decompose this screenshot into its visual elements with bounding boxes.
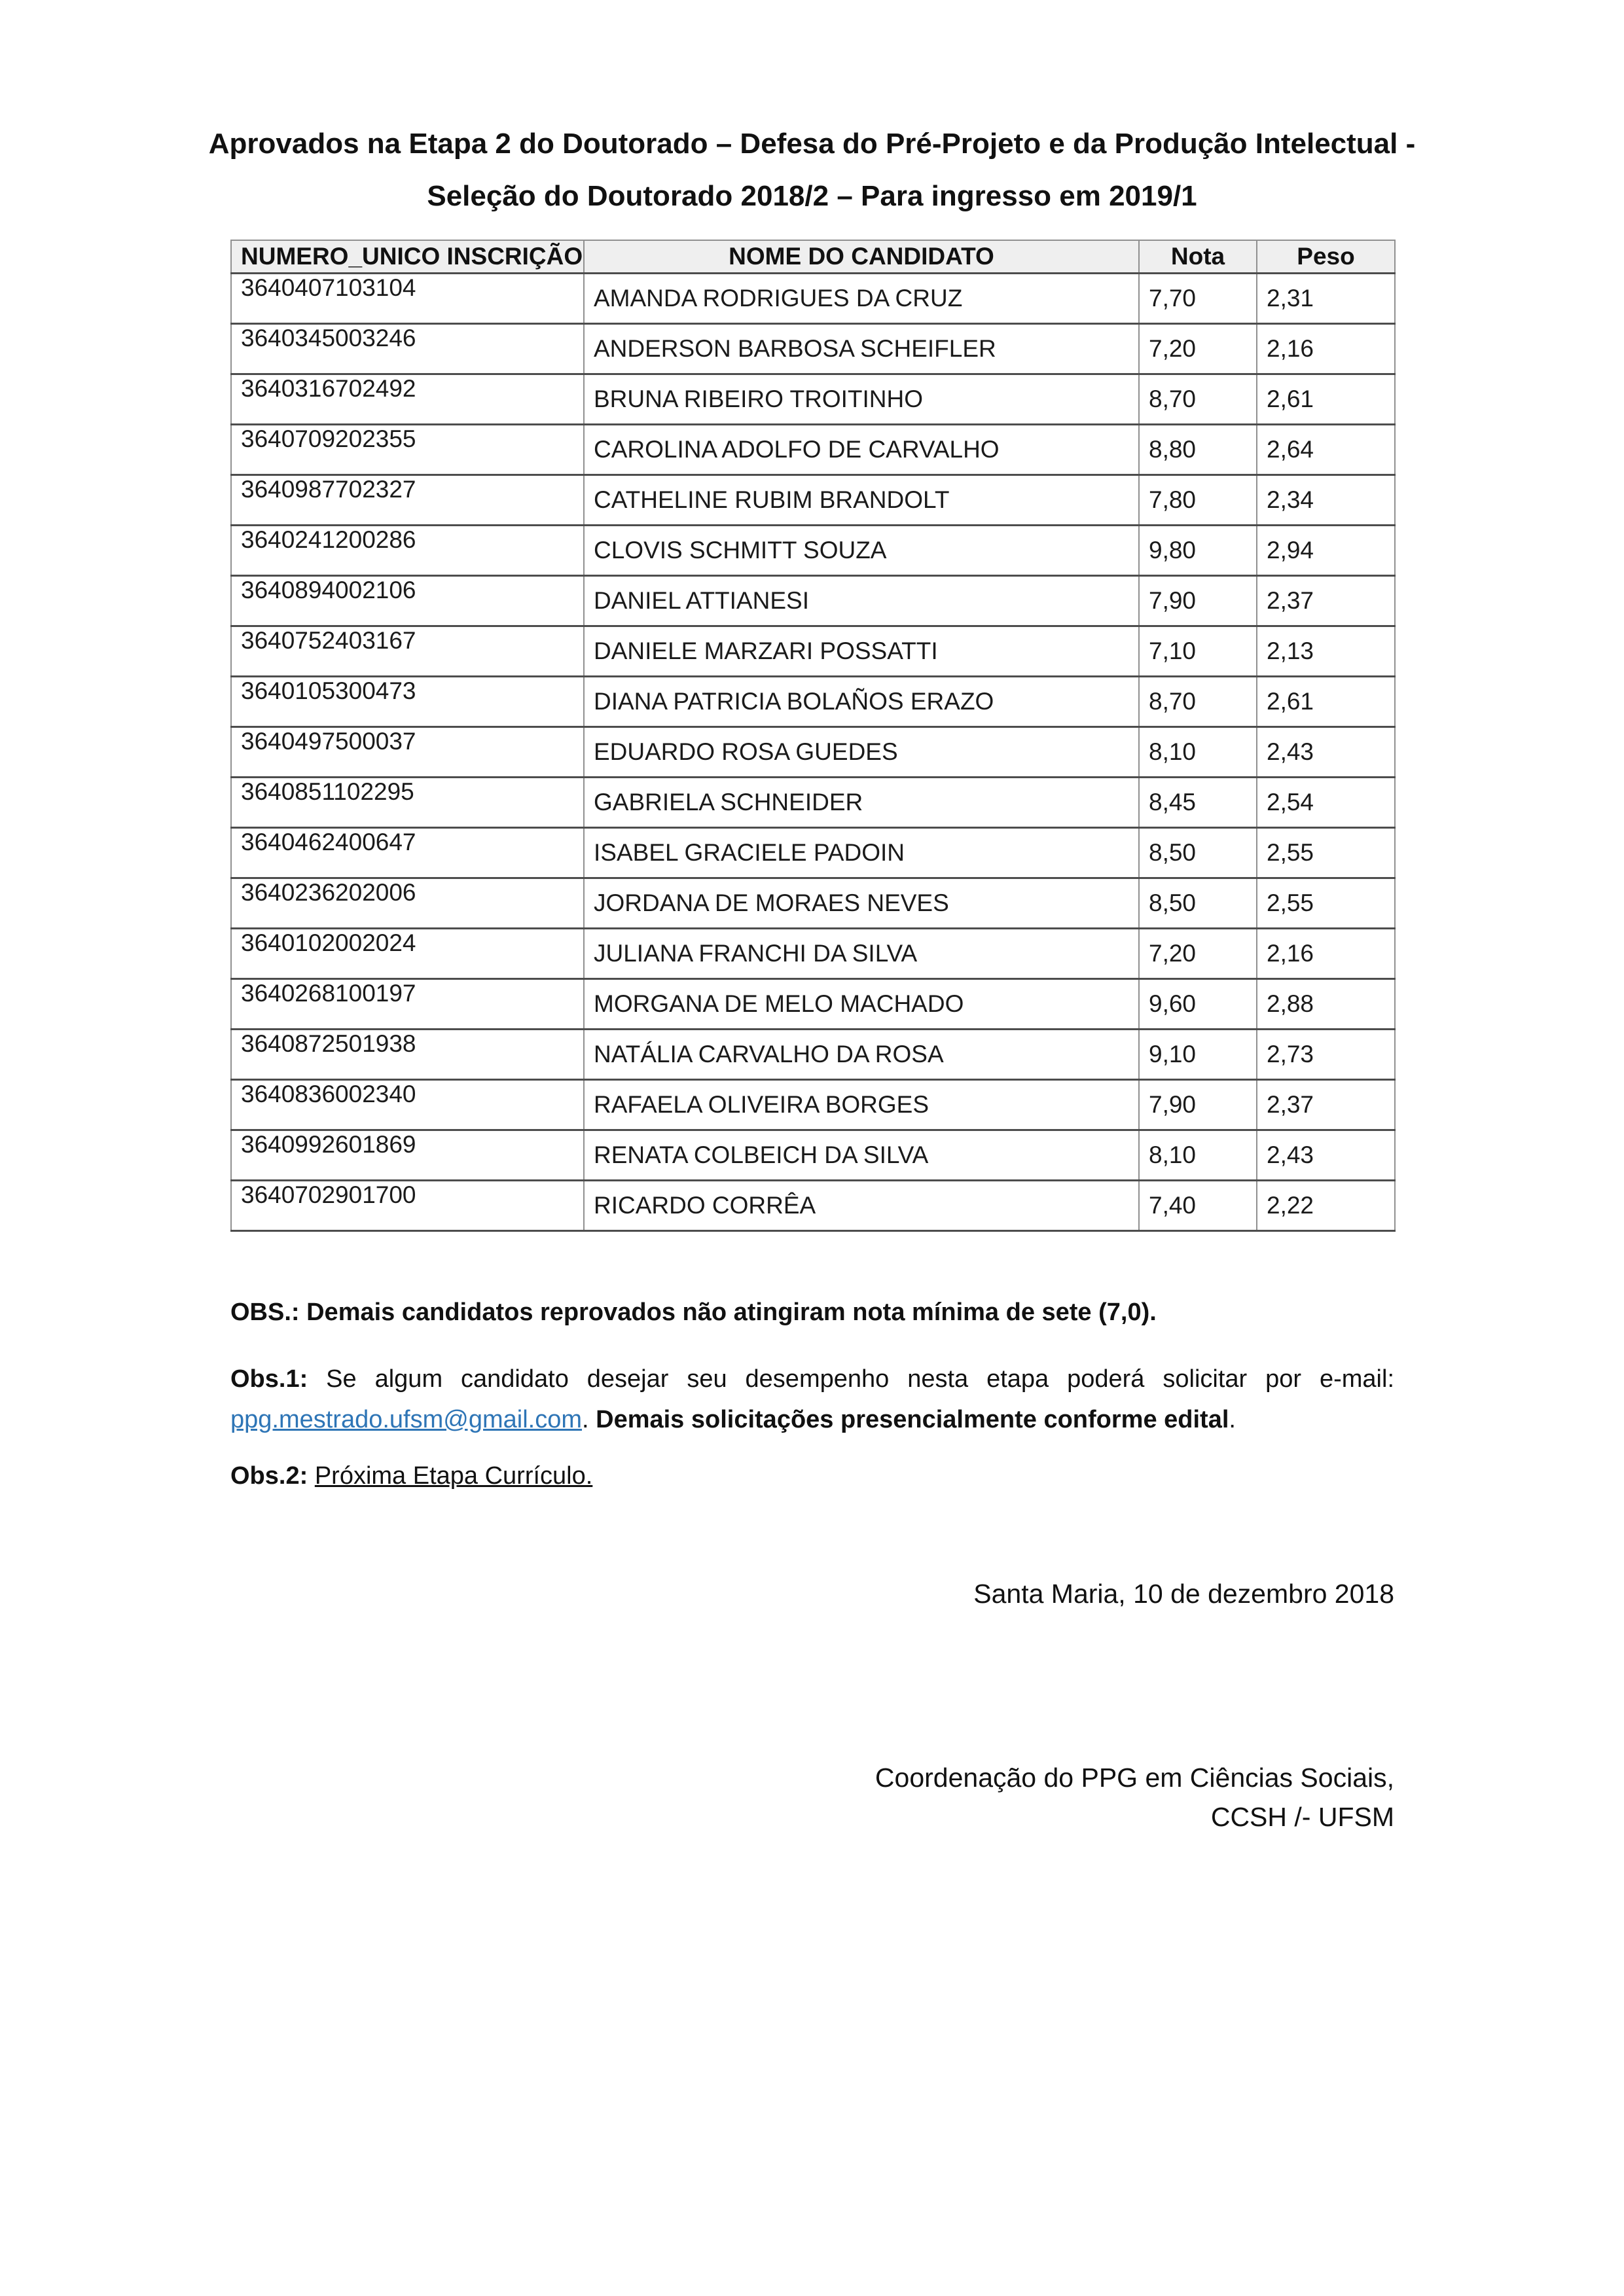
cell-peso: 2,34 xyxy=(1257,475,1395,526)
cell-nome: DANIEL ATTIANESI xyxy=(584,576,1139,626)
candidates-table xyxy=(230,240,1396,1232)
cell-nota: 8,10 xyxy=(1139,1130,1257,1181)
cell-inscricao: 3640752403167 xyxy=(231,626,584,677)
cell-nome: GABRIELA SCHNEIDER xyxy=(584,778,1139,828)
cell-nota: 8,50 xyxy=(1139,828,1257,878)
cell-peso: 2,61 xyxy=(1257,677,1395,727)
cell-inscricao: 3640105300473 xyxy=(231,677,584,727)
cell-nota: 9,80 xyxy=(1139,526,1257,576)
obs1-note xyxy=(230,1359,1394,1440)
column-header-inscricao: NUMERO_UNICO INSCRIÇÃO xyxy=(231,240,584,274)
cell-peso: 2,37 xyxy=(1257,1080,1395,1130)
cell-peso: 2,43 xyxy=(1257,727,1395,778)
obs1-bold-text: Demais solicitações presencialmente conforme edital xyxy=(596,1406,1229,1433)
cell-peso: 2,16 xyxy=(1257,324,1395,374)
column-header-peso: Peso xyxy=(1257,240,1395,274)
column-header-nota: Nota xyxy=(1139,240,1257,274)
cell-inscricao: 3640987702327 xyxy=(231,475,584,526)
document-content xyxy=(230,240,1394,1837)
org-signature-line-2: CCSH /- UFSM xyxy=(1210,1802,1394,1832)
cell-nota: 8,50 xyxy=(1139,878,1257,929)
cell-nota: 7,10 xyxy=(1139,626,1257,677)
table-header-row xyxy=(231,240,1395,274)
table-row xyxy=(231,274,1395,324)
obs2-label: Obs.2: xyxy=(230,1462,308,1490)
table-row xyxy=(231,778,1395,828)
cell-inscricao: 3640702901700 xyxy=(231,1181,584,1231)
table-row xyxy=(231,828,1395,878)
obs-main-note: OBS.: Demais candidatos reprovados não atingiram nota mínima de sete (7,0). xyxy=(230,1299,1157,1326)
org-signature xyxy=(230,1758,1394,1837)
cell-inscricao: 3640851102295 xyxy=(231,778,584,828)
table-row xyxy=(231,576,1395,626)
cell-nota: 8,10 xyxy=(1139,727,1257,778)
cell-nome: CLOVIS SCHMITT SOUZA xyxy=(584,526,1139,576)
obs2-space xyxy=(308,1462,315,1490)
cell-nome: DANIELE MARZARI POSSATTI xyxy=(584,626,1139,677)
cell-nota: 8,45 xyxy=(1139,778,1257,828)
cell-nota: 7,20 xyxy=(1139,324,1257,374)
cell-peso: 2,31 xyxy=(1257,274,1395,324)
cell-nota: 7,70 xyxy=(1139,274,1257,324)
cell-inscricao: 3640236202006 xyxy=(231,878,584,929)
table-row xyxy=(231,677,1395,727)
cell-nome: EDUARDO ROSA GUEDES xyxy=(584,727,1139,778)
cell-peso: 2,37 xyxy=(1257,576,1395,626)
table-row xyxy=(231,324,1395,374)
cell-inscricao: 3640497500037 xyxy=(231,727,584,778)
obs1-label: Obs.1: xyxy=(230,1365,308,1393)
cell-peso: 2,55 xyxy=(1257,878,1395,929)
table-row xyxy=(231,727,1395,778)
page-title xyxy=(0,0,1624,223)
table-row xyxy=(231,425,1395,475)
table-row xyxy=(231,626,1395,677)
dateline: Santa Maria, 10 de dezembro 2018 xyxy=(973,1579,1394,1609)
cell-inscricao: 3640241200286 xyxy=(231,526,584,576)
cell-inscricao: 3640462400647 xyxy=(231,828,584,878)
obs1-text: Se algum candidato desejar seu desempenho nesta etapa poderá solicitar por e-mail: xyxy=(308,1365,1394,1393)
obs1-end: . xyxy=(1229,1406,1236,1433)
cell-nome: RENATA COLBEICH DA SILVA xyxy=(584,1130,1139,1181)
cell-nota: 9,10 xyxy=(1139,1030,1257,1080)
cell-inscricao: 3640872501938 xyxy=(231,1030,584,1080)
email-link[interactable]: ppg.mestrado.ufsm@gmail.com xyxy=(230,1406,582,1433)
cell-peso: 2,88 xyxy=(1257,979,1395,1030)
cell-nota: 9,60 xyxy=(1139,979,1257,1030)
cell-nome: MORGANA DE MELO MACHADO xyxy=(584,979,1139,1030)
cell-nota: 8,70 xyxy=(1139,374,1257,425)
cell-nome: RICARDO CORRÊA xyxy=(584,1181,1139,1231)
cell-nome: JULIANA FRANCHI DA SILVA xyxy=(584,929,1139,979)
cell-nota: 8,70 xyxy=(1139,677,1257,727)
table-row xyxy=(231,1080,1395,1130)
cell-nome: CAROLINA ADOLFO DE CARVALHO xyxy=(584,425,1139,475)
cell-nota: 7,20 xyxy=(1139,929,1257,979)
cell-peso: 2,73 xyxy=(1257,1030,1395,1080)
table-row xyxy=(231,526,1395,576)
table-row xyxy=(231,374,1395,425)
cell-nome: RAFAELA OLIVEIRA BORGES xyxy=(584,1080,1139,1130)
cell-nome: DIANA PATRICIA BOLAÑOS ERAZO xyxy=(584,677,1139,727)
cell-inscricao: 3640268100197 xyxy=(231,979,584,1030)
cell-peso: 2,16 xyxy=(1257,929,1395,979)
table-row xyxy=(231,1181,1395,1231)
cell-inscricao: 3640407103104 xyxy=(231,274,584,324)
cell-peso: 2,94 xyxy=(1257,526,1395,576)
cell-nome: ANDERSON BARBOSA SCHEIFLER xyxy=(584,324,1139,374)
cell-nome: BRUNA RIBEIRO TROITINHO xyxy=(584,374,1139,425)
cell-inscricao: 3640316702492 xyxy=(231,374,584,425)
cell-inscricao: 3640894002106 xyxy=(231,576,584,626)
table-row xyxy=(231,1130,1395,1181)
cell-nome: ISABEL GRACIELE PADOIN xyxy=(584,828,1139,878)
obs2-underlined-text: Próxima Etapa Currículo. xyxy=(314,1462,593,1490)
cell-inscricao: 3640102002024 xyxy=(231,929,584,979)
page-title-line-2: Seleção do Doutorado 2018/2 – Para ingresso em 2019/1 xyxy=(427,180,1197,212)
column-header-nome: NOME DO CANDIDATO xyxy=(584,240,1139,274)
cell-nota: 7,90 xyxy=(1139,576,1257,626)
cell-inscricao: 3640836002340 xyxy=(231,1080,584,1130)
page-title-line-1: Aprovados na Etapa 2 do Doutorado – Defesa do Pré-Projeto e da Produção Intelectual - xyxy=(208,128,1416,160)
cell-peso: 2,54 xyxy=(1257,778,1395,828)
cell-inscricao: 3640709202355 xyxy=(231,425,584,475)
table-row xyxy=(231,979,1395,1030)
cell-nome: JORDANA DE MORAES NEVES xyxy=(584,878,1139,929)
table-row xyxy=(231,929,1395,979)
obs2-note xyxy=(230,1456,1394,1496)
cell-peso: 2,64 xyxy=(1257,425,1395,475)
cell-peso: 2,22 xyxy=(1257,1181,1395,1231)
cell-nota: 7,90 xyxy=(1139,1080,1257,1130)
cell-peso: 2,61 xyxy=(1257,374,1395,425)
table-row xyxy=(231,475,1395,526)
org-signature-line-1: Coordenação do PPG em Ciências Sociais, xyxy=(875,1763,1394,1793)
obs1-after-email: . xyxy=(582,1406,596,1433)
cell-inscricao: 3640345003246 xyxy=(231,324,584,374)
cell-peso: 2,13 xyxy=(1257,626,1395,677)
table-row xyxy=(231,1030,1395,1080)
cell-peso: 2,43 xyxy=(1257,1130,1395,1181)
table-row xyxy=(231,878,1395,929)
cell-nome: NATÁLIA CARVALHO DA ROSA xyxy=(584,1030,1139,1080)
cell-nota: 8,80 xyxy=(1139,425,1257,475)
cell-nome: AMANDA RODRIGUES DA CRUZ xyxy=(584,274,1139,324)
cell-peso: 2,55 xyxy=(1257,828,1395,878)
cell-nota: 7,40 xyxy=(1139,1181,1257,1231)
cell-nome: CATHELINE RUBIM BRANDOLT xyxy=(584,475,1139,526)
cell-inscricao: 3640992601869 xyxy=(231,1130,584,1181)
cell-nota: 7,80 xyxy=(1139,475,1257,526)
